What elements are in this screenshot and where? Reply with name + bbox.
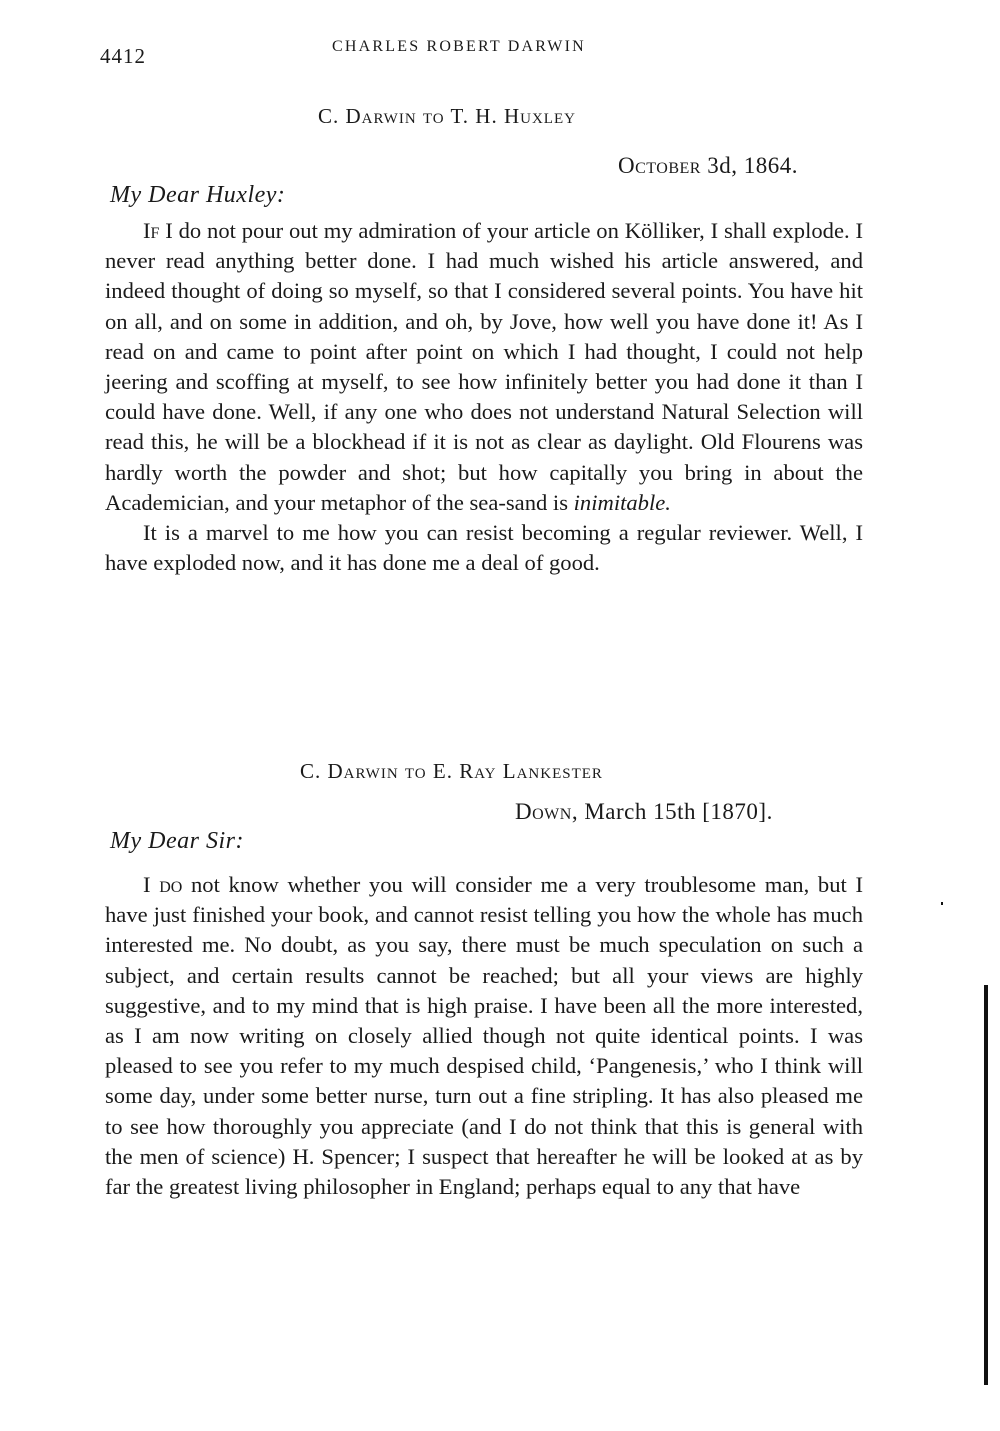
paragraph-lead-word: If	[143, 218, 160, 243]
scan-edge-mark	[984, 985, 988, 1385]
dateline-rest: , March 15th [1870].	[571, 799, 773, 824]
letter-heading-huxley: C. Darwin to T. H. Huxley	[318, 104, 576, 128]
salutation-lankester: My Dear Sir:	[110, 828, 244, 854]
dateline-rest: 3d, 1864.	[700, 153, 798, 178]
dateline-month: October	[618, 153, 701, 178]
letter-body-huxley	[105, 216, 863, 578]
dateline-huxley	[618, 153, 798, 179]
letter-body-lankester	[105, 870, 863, 1202]
paragraph	[105, 870, 863, 1202]
running-title: CHARLES ROBERT DARWIN	[332, 38, 586, 55]
running-head	[100, 36, 900, 66]
scan-speck	[941, 902, 943, 905]
paragraph: It is a marvel to me how you can resist becoming a regular reviewer. Well, I have exploded now, and it has done me a deal of good.	[105, 520, 863, 576]
paragraph-lead-word: I do	[143, 872, 183, 897]
paragraph-italic-word: inimitable.	[573, 489, 671, 515]
dateline-lankester	[515, 799, 773, 825]
paragraph-text: I do not pour out my admiration of your article on Kölliker, I shall explode. I never read anything better done. I had much wished his article answered, and indeed thought of doing so myself, so that I considered several points. You have hit on all, and on some in addition, and oh, by Jove, how well you have done it! As I read on and came to point after point on which I had thought, I could not help jeering and scoffing at myself, to see how infinitely better you had done it than I could have done. Well, if any one who does not understand Natural Selection will read this, he will be a blockhead if it is not as clear as daylight. Old Flourens was hardly worth the powder and shot; but how capitally you bring in about the Academician, and your metaphor of the sea-sand is	[105, 218, 863, 515]
salutation-huxley: My Dear Huxley:	[110, 182, 286, 208]
paragraph-text: not know whether you will consider me a very troublesome man, but I have just finished your book, and cannot resist telling you how the whole has much interested me. No doubt, as you say, there must be much speculation on such a subject, and certain results cannot be reached; but all your views are highly suggestive, and to my mind that is high praise. I have been all the more interested, as I am now writing on closely allied though not quite identical points. I was pleased to see you refer to my much despised child, ‘Pangenesis,’ who I think will some day, under some better nurse, turn out a fine stripling. It has also pleased me to see how thoroughly you appreciate (and I do not think that this is general with the men of science) H. Spencer; I suspect that hereafter he will be looked at as by far the greatest living philosopher in England; perhaps equal to any that have	[105, 872, 863, 1200]
paragraph	[105, 216, 863, 518]
page-number: 4412	[100, 44, 146, 68]
letter-heading-lankester: C. Darwin to E. Ray Lankester	[300, 759, 603, 783]
dateline-place: Down	[515, 799, 572, 824]
